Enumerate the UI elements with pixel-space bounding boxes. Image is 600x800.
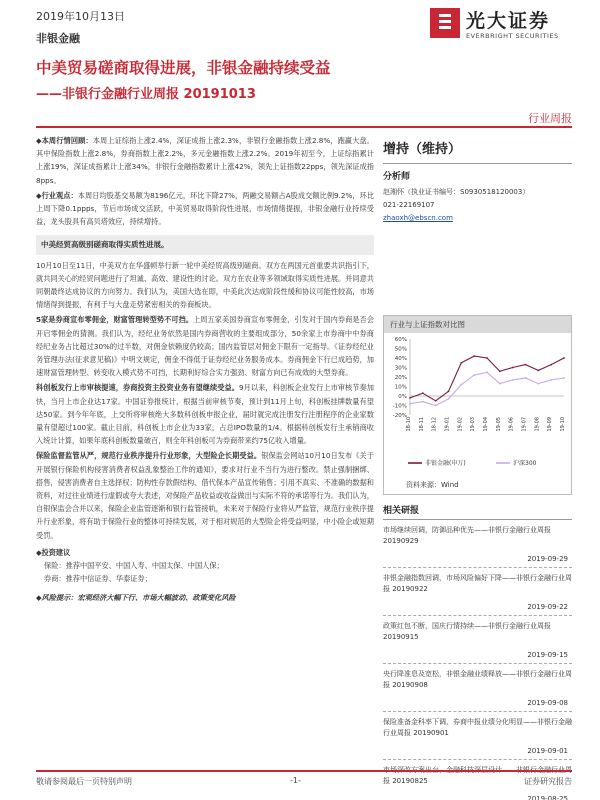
x-tick-label: 19-07 [521,417,528,432]
series-point-1 [512,367,514,369]
series-point-2 [448,398,450,400]
paragraph-text: 本周上证综指上涨2.4%，深证成指上涨2.3%，非银行金融指数上涨2.8%，跑赢大盘。其中保险指数上涨2.8%，券商指数上涨2.2%，多元金融指数上涨2.2%。2019年初至今，上证综指累计上涨19%，深证成指累计上涨34%，非银行金融指数累计上涨42%，领先上证指数22pps，领先深证成指8pps。 [36,136,374,185]
related-report-item[interactable] [383,520,572,568]
x-tick-label: 19-03 [470,417,477,432]
y-tick-label: 20% [394,375,407,381]
paragraph-text: 9月以来，科创板企业发行上市审核节奏加快，当月上市企业达17家。中国证券报统计，根据当前审核节奏，预计到11月上旬，科创板挂牌数量有望达50家。到今年年底，上交所将审核绝大多数科创板申报企业，届时就完成注册发行注册程序的企业家数量有望超过100家。截止目前，科创板上市企业为33家，占总IPO数量的1/4。根据科创板发行主承销商收入统计计算，如果年底科创板数量破百，则全年科创板可为券商带来约75亿收入增量。 [36,383,374,446]
logo-icon [430,8,460,38]
related-report-date: 2019-08-25 [527,795,568,800]
series-point-1 [435,400,437,402]
paragraph-zero-commission [36,313,374,379]
paragraph-star-market [36,381,374,447]
company-logo [430,6,570,48]
related-report-title: 央行降准息及宽松，非银金融业绩释放——非银行金融行业周报 20190908 [383,670,572,689]
related-report-item[interactable] [383,568,572,616]
divider [383,163,572,164]
paragraph-text: 上周五家美国券商宣布零佣金，引发对于国内券商是否会开启零佣金的猜测。我们认为，经纪业务依然是国内券商营收的主要组成部分，50余家上市券商中中券商经纪业务占比超过30%的过半数，对佣金依赖度仍较高；国内监管层对佣金下限有一定指导。《证券经纪业务管理办法(征求意见稿)》中明文规定，佣金不得低于证券经纪业务服务成本。券商佣金下行已成趋势，加速财富管理转型、转变收入模式势不可挡，长期利好综合实力强劲、财富方向已有成效的大型券商。 [36,315,374,378]
report-date: 2019年10月13日 [36,10,125,23]
x-tick-label: 19-01 [444,417,451,432]
series-point-2 [473,374,475,376]
header-divider [36,126,572,128]
related-report-item[interactable] [383,712,572,760]
series-point-1 [460,362,462,364]
x-tick-label: 19-10 [560,417,566,432]
series-point-2 [409,403,411,405]
chart-title: 行业与上证指数对比图 [384,316,571,333]
y-tick-label: 0% [398,394,407,400]
series-point-1 [525,364,527,366]
paragraph-heading: ◆行业观点： [36,190,78,200]
report-body [36,134,374,604]
related-report-date: 2019-09-15 [527,651,568,659]
series-point-1 [422,392,424,394]
related-report-date: 2019-09-01 [527,747,568,755]
series-point-1 [550,364,552,366]
related-reports-heading: 相关研报 [383,503,572,520]
related-report-date: 2019-09-29 [527,555,568,563]
related-report-title: 非银金融指数回调，市场风险偏好下降——非银行金融行业周报 20190922 [383,574,572,593]
analyst-email[interactable]: zhaoxh@ebscn.com [383,214,453,222]
x-tick-label: 18-10 [406,417,412,432]
paragraph-industry-view [36,189,374,229]
x-tick-label: 18-12 [431,417,438,432]
series-point-1 [537,369,539,371]
paragraph-heading: ◆本周行情回顾： [36,136,93,145]
series-point-2 [525,377,527,379]
related-report-date: 2019-09-22 [527,603,568,611]
series-point-2 [537,383,539,385]
series-point-1 [473,355,475,357]
analyst-phone: 021-22169107 [383,201,435,209]
series-point-2 [435,405,437,407]
series-point-2 [460,384,462,386]
y-tick-label: 30% [394,365,407,372]
x-tick-label: 19-08 [534,417,541,432]
x-tick-label: 19-09 [547,417,554,432]
paragraph-text: 本周日均股基交易额为8196亿元，环比下降27%，两融交易额占A股成交额比例9.2%，环比上周下降0.1ppps，节后市场成交活跃，中美贸易取得阶段性进展，市场情绪提振，非银金融行业持续受益，龙头股具有高贝塔效应，持续增持。 [36,190,375,227]
x-tick-label: 19-02 [457,417,464,432]
risk-warning: ◆风险提示：宏观经济大幅下行、市场大幅波动、政策变化风险 [36,592,236,602]
investment-brokers: 券商：推荐中信证券、华泰证券； [44,574,152,584]
report-title: 中美贸易磋商取得进展，非银金融持续受益 [36,59,331,77]
series-point-2 [512,379,514,381]
paragraph-heading: 科创板发行上市审核提速，券商投资主投资业务有望继续受益。 [36,383,239,393]
related-report-date: 2019-09-08 [527,699,568,707]
paragraph-trade-talks: 10月10日至11日，中美双方在华盛顿举行新一轮中美经贸高级别磋商。双方在两国元首重要共识指引下，就共同关心的经贸问题进行了坦诚、高效、建设性的讨论。双方在农业等多领域取得实质性进展。并同意共同朝最终达成协议的方向努力。我们认为，美国大选在即，中美此次达成阶段性缓和协议可能性较高，市场情绪得到提振，有利于与大盘走势紧密相关的券商板块。 [36,260,374,310]
y-tick-label: 50% [394,346,407,353]
investment-heading: ◆投资建议 [36,547,71,557]
series-point-2 [422,401,424,403]
y-tick-label: 10% [394,384,407,391]
series-point-1 [448,390,450,392]
series-point-2 [563,377,565,379]
analyst-info [383,186,572,225]
series-point-2 [550,379,552,381]
report-subtitle: ——非银行金融行业周报 20191013 [36,87,256,102]
related-report-title: 保险准备金科率下调，券商中报业绩分化明显——非银行金融行业周报 20190901 [383,718,572,737]
logo-name: 光大证券 [466,10,551,32]
related-report-item[interactable] [383,616,572,664]
paragraph-weekly-review [36,134,374,187]
analyst-name: 赵湘怀（执业证书编号：S0930518120003） [383,188,530,196]
y-tick-label: -10% [392,403,407,410]
series-point-1 [486,357,488,359]
report-sector: 非银金融 [36,32,80,45]
x-tick-label: 18-11 [418,417,425,432]
related-report-title: 政策红包不断，国庆行情持续——非银行金融行业周报 20190915 [383,622,551,641]
analyst-heading: 分析师 [383,172,411,182]
series-point-1 [563,357,565,359]
sidebar [383,134,572,800]
y-tick-label: -20% [392,413,407,419]
chart-plot [384,333,571,473]
footer-disclaimer: 敬请参阅最后一页特别声明 [36,777,132,786]
paragraph-insurance-regulation [36,449,374,541]
footer-divider [36,770,572,772]
x-tick-label: 19-04 [483,417,489,432]
x-tick-label: 19-06 [508,417,515,432]
series-line-2 [410,372,564,405]
rating: 增持（维持） [383,142,462,157]
related-reports-list [383,520,572,800]
investment-insurance: 保险：推荐中国平安、中国人寿、中国太保、中国人保； [44,561,224,571]
series-point-1 [499,370,501,372]
legend-label: 非银金融(申万) [425,460,466,467]
x-tick-label: 19-05 [495,417,502,432]
paragraph-heading: 5家是券商宣布零佣金，财富管理转型势不可挡。 [36,315,194,325]
section-heading: 中美经贸高级别磋商取得实质性进展。 [36,235,374,254]
page-number: -1- [290,776,301,785]
y-tick-label: 60% [394,337,407,343]
related-report-title: 报 20190825 [383,777,428,785]
investment-list [36,559,374,585]
series-point-1 [409,397,411,399]
related-report-title: 市场继续回调，防御品种优先——非银行金融行业周报 20190929 [383,526,551,545]
footer-label: 证券研究报告 [524,777,572,786]
paragraph-heading: 保险监督监管从严，规范行业秩序提升行业形象，大型险企长期受益。 [36,451,262,461]
paragraph-text: 银保监会网站10月10日发布《关于开展银行保险机构侵害消费者权益乱象整治工作的通知》，要求对行业不当行为进行整改。禁止强制捆绑、搭售，侵害消费者自主选择权；防构性存款假结构、借代保本产品宣传销售；引用不真实、不准确的数据和资料，对过往业绩进行虚假或夸大表述，对保险产品收益或收益做出与实际不符的承诺等行为。我们认为，自银保监会合并以来，保险企业监管逐渐和银行监管接轨，未来对于保险行业将从严监管，规范行业秩序提升行业形象，将有助于保险行业的整体可持续发展，对于相对规范的大型险企将受益明显，中小险企或短期受罚。 [36,451,374,540]
series-point-2 [486,371,488,373]
y-tick-label: 40% [394,356,407,362]
logo-english: EVERBRIGHT SECURITIES [466,32,559,40]
series-point-2 [499,383,501,385]
chart-source: 资料来源：Wind [406,481,459,489]
series-line-1 [410,356,564,401]
comparison-chart [383,315,572,495]
legend-label: 沪深300 [513,460,537,467]
related-report-item[interactable] [383,664,572,712]
report-type: 行业周报 [528,112,572,125]
